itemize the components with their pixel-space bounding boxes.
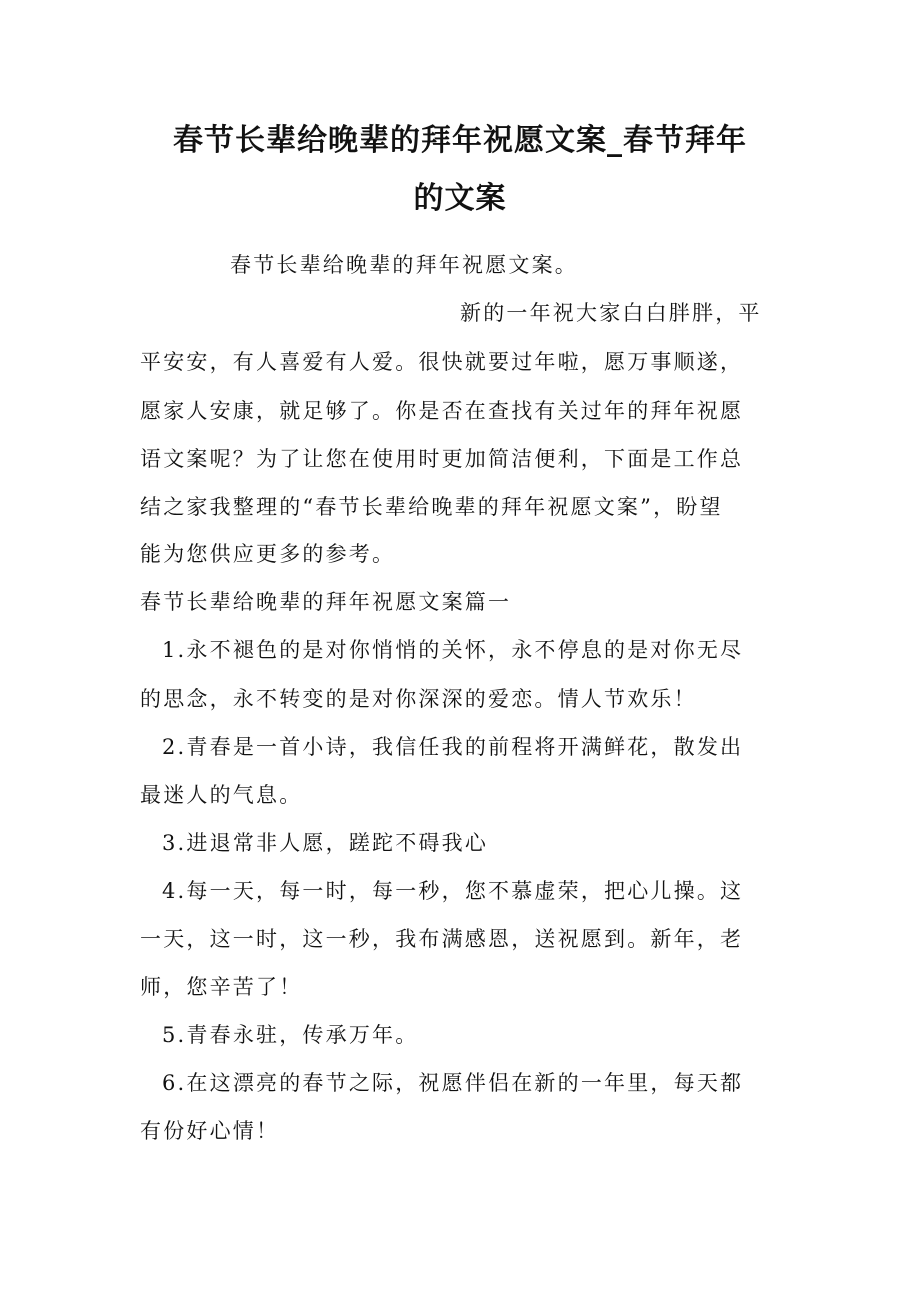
list-item-line: 4.每一天，每一时，每一秒，您不慕虚荣，把心儿操。这 [162, 879, 744, 903]
intro-line: 结之家我整理的“春节长辈给晚辈的拜年祝愿文案”，盼望 [140, 495, 723, 519]
list-item-line: 1.永不褪色的是对你悄悄的关怀，永不停息的是对你无尽 [162, 638, 744, 662]
intro-line: 新的一年祝大家白白胖胖，平 [460, 301, 762, 325]
document-title [140, 112, 780, 228]
list-item-line: 6.在这漂亮的春节之际，祝愿伴侣在新的一年里，每天都 [162, 1071, 744, 1095]
title-line-1: 春节长辈给晚辈的拜年祝愿文案_春节拜年 [173, 123, 747, 158]
intro-line: 愿家人安康，就足够了。你是否在查找有关过年的拜年祝愿 [140, 399, 744, 423]
list-item-line: 最迷人的气息。 [140, 783, 303, 807]
list-item-line: 2.青春是一首小诗，我信任我的前程将开满鲜花，散发出 [162, 735, 744, 759]
list-item-line: 5.青春永驻，传承万年。 [162, 1023, 419, 1047]
intro-line: 能为您供应更多的参考。 [140, 542, 396, 566]
list-item-line: 3.进退常非人愿，蹉跎不碍我心 [162, 831, 489, 855]
section-heading: 春节长辈给晚辈的拜年祝愿文案篇一 [140, 590, 512, 614]
list-item-line: 一天，这一时，这一秒，我布满感恩，送祝愿到。新年，老 [140, 927, 744, 951]
intro-line: 语文案呢？为了让您在使用时更加简洁便利，下面是工作总 [140, 447, 744, 471]
list-item-line: 的思念，永不转变的是对你深深的爱恋。情人节欢乐！ [140, 687, 697, 711]
title-line-2: 的文案 [413, 181, 507, 216]
document-subtitle: 春节长辈给晚辈的拜年祝愿文案。 [230, 253, 578, 277]
intro-line: 平安安，有人喜爱有人爱。很快就要过年啦，愿万事顺遂， [140, 350, 744, 374]
list-item-line: 师，您辛苦了！ [140, 975, 303, 999]
list-item-line: 有份好心情！ [140, 1119, 280, 1143]
